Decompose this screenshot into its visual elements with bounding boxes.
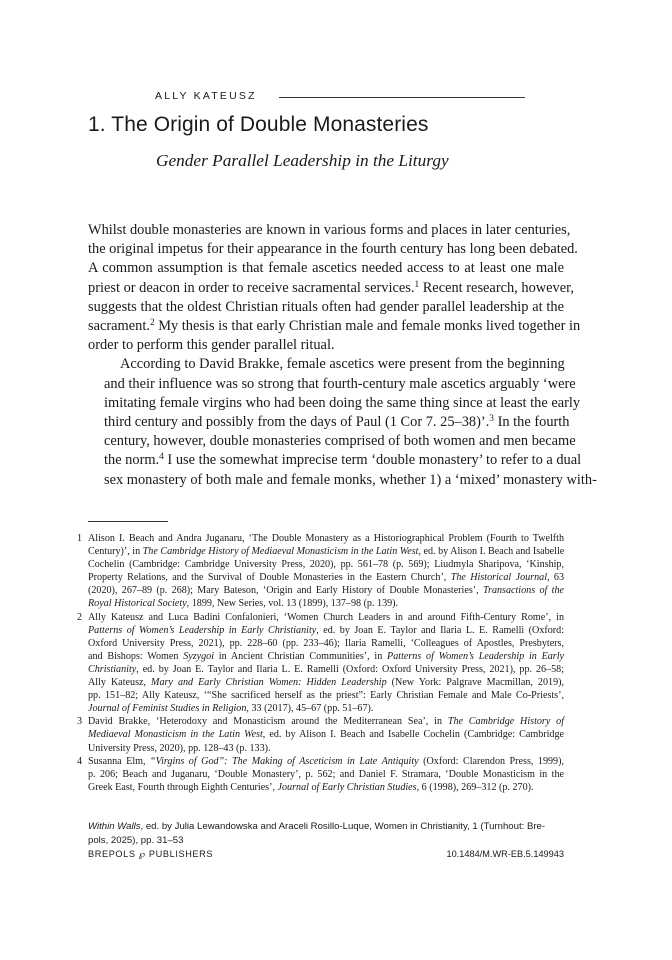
text-line: suggests that the oldest Christian rituals often had gender parallel leadership at the: [88, 298, 564, 315]
footnote-line: pp. 151–82; Ally Kateusz, ‘“She sacrificed herself as the priest”: Early Christian Female and Male Co-Priests’,: [88, 690, 564, 702]
footnote-line: p. 206; Beach and Juganaru, ‘Double Monastery’, p. 562; and Daniel F. Stramara, ‘Double Monasticism in the: [88, 768, 564, 780]
footnote-ref[interactable]: 2: [149, 317, 155, 328]
footnote-ref[interactable]: 3: [489, 413, 494, 424]
publisher-row: [88, 849, 564, 860]
footnote-line: Cochelin (Cambridge: Cambridge University Press, 2020), pp. 561–78 (p. 569); Liudmyla Sharipova, ‘Kinship,: [88, 559, 564, 571]
footnote-line: Ally Kateusz, Mary and Early Christian Women: Hidden Leadership (New York: Palgrave Macmillan, 2019),: [88, 677, 565, 689]
text-line: priest or deacon in order to receive sacramental services.$^1$ Recent research, however,: [88, 279, 574, 296]
header-rule: [279, 97, 525, 98]
footnote-rule: [88, 521, 168, 522]
footnote-line: Property Relations, and the Survival of Double Monasteries in the Eastern Church’, The Historical Journal, 63: [88, 572, 565, 584]
running-header: [155, 89, 525, 103]
citation-line: pols, 2025), pp. 31–53: [88, 835, 184, 846]
footnote-line: Alison I. Beach and Andra Juganaru, ‘The Double Monastery as a Historiographical Problem (Fourth to Twelfth: [88, 533, 564, 544]
footnote-3: [77, 715, 565, 754]
footnote-line: Mediaeval Monasticism in the Latin West, ed. by Alison I. Beach and Isabelle Cochelin (Cambridge: Cambridge: [88, 729, 564, 741]
footnote-line: Patterns of Women’s Leadership in Early Christianity, ed. by Joan E. Taylor and Ilaria L. E. Ramelli (Oxford:: [88, 624, 564, 636]
footnote-4: [77, 755, 564, 794]
text-line: and their influence was so strong that fourth-century male ascetics arguably ‘were: [104, 375, 576, 392]
footnote-2: [77, 611, 565, 716]
footnote-line: Christianity, ed. by Joan E. Taylor and Ilaria L. E. Ramelli (Oxford: Oxford University Press, 2021), pp. 26–58;: [88, 663, 564, 675]
footnote-line: David Brakke, ‘Heterodoxy and Monasticism around the Mediterranean Sea’, in The Cambridge History of: [88, 716, 565, 728]
text-line: third century and possibly from the days of Paul (1 Cor 7. 25–38)’.$^3$ In the fourth: [104, 413, 570, 431]
text-line: Whilst double monasteries are known in various forms and places in later centuries,: [88, 222, 571, 238]
footnote-1: [77, 532, 565, 611]
text-line: sacrament.$^2$ My thesis is that early Christian male and female monks lived together in: [88, 317, 581, 335]
footnote-line: (2020), 267–89 (p. 268); Mary Bateson, ‘Origin and Early History of Double Monasteries’, Transactions of the: [88, 585, 564, 597]
book-title: Within Walls: [88, 821, 141, 832]
chapter-subtitle: Gender Parallel Leadership in the Liturgy: [156, 151, 449, 170]
footnote-number: 1: [77, 533, 83, 544]
footnote-line: and Bishops: Women Syzygoi in Ancient Christian Communities’, in Patterns of Women’s Leadership in Early: [88, 650, 564, 662]
footnotes: [77, 532, 565, 794]
text-line: sex monastery of both male and female monks, whether 1) a ‘mixed’ monastery with-: [104, 471, 597, 488]
text-line: According to David Brakke, female ascetics were present from the beginning: [120, 356, 565, 373]
footnote-line: University Press, 2020), pp. 128–43 (p. 133).: [88, 742, 271, 754]
footnote-number: 2: [77, 611, 83, 623]
doi[interactable]: 10.1484/M.WR-EB.5.149943: [446, 849, 564, 859]
body-text: [88, 221, 597, 490]
text-line: imitating female virgins who had been doing the same thing since at least the early: [104, 394, 581, 411]
text-line: A common assumption is that female ascetics needed access to at least one male: [88, 260, 564, 277]
book-citation: [88, 820, 564, 848]
footnote-line: Greek East, Fourth through Eighth Centuries’, Journal of Early Christian Studies, 6 (1998), 269–312 (p. 270).: [88, 781, 534, 793]
text-line: the norm.$^4$ I use the somewhat imprecise term ‘double monastery’ to refer to a dual: [104, 452, 582, 469]
text-line: century, however, double monasteries comprised of both women and men became: [104, 433, 576, 450]
footnote-ref[interactable]: 4: [159, 452, 164, 463]
footnote-number: 3: [77, 716, 83, 728]
text-line: the original impetus for their appearance in the fourth century has long been debated.: [88, 241, 578, 258]
footnote-line: Oxford University Press, 2021), pp. 228–60 (pp. 233–46); Ilaria Ramelli, ‘Colleagues of Apostles, Presbyters,: [88, 637, 564, 649]
footnote-line: Royal Historical Society, 1899, New Series, vol. 13 (1899), 137–98 (p. 139).: [88, 598, 399, 610]
author-name: ALLY KATEUSZ: [155, 90, 257, 102]
footnote-line: Ally Kateusz and Luca Badini Confalonieri, ‘Women Church Leaders in and around Fifth-Century Rome’, in: [88, 611, 564, 623]
footnote-line: Journal of Feminist Studies in Religion, 33 (2017), 45–67 (pp. 51–67).: [88, 703, 374, 715]
footnote-ref[interactable]: 1: [414, 279, 420, 290]
footnote-number: 4: [77, 755, 83, 767]
paragraph-1: [88, 221, 581, 355]
publisher-name: BREPOLS ℘ PUBLISHERS: [88, 849, 214, 859]
citation-line: Within Walls, ed. by Julia Lewandowska and Araceli Rosillo-Luque, Women in Christianity, 1 (Turnhout: Bre-: [88, 821, 546, 832]
chapter-title: 1. The Origin of Double Monasteries: [88, 113, 429, 136]
text-line: order to perform this gender parallel ritual.: [88, 337, 335, 354]
footnote-line: Century)’, in The Cambridge History of Mediaeval Monasticism in the Latin West, ed. by Alison I. Beach and Isabelle: [88, 546, 565, 558]
footnote-line: Susanna Elm, “Virgins of God”: The Making of Asceticism in Late Antiquity (Oxford: Clarendon Press, 1999),: [88, 755, 564, 767]
paragraph-2: [88, 355, 597, 489]
